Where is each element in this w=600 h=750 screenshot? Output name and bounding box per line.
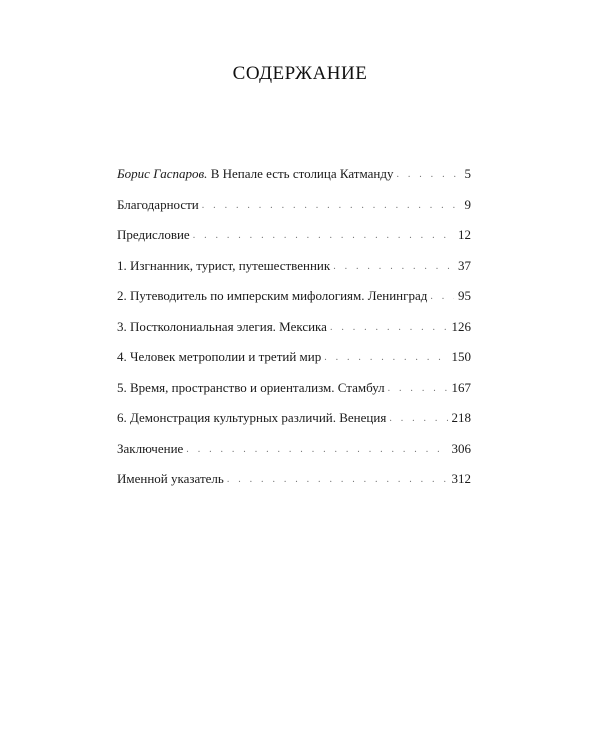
toc-entry-title: 3. Постколониальная элегия. Мексика <box>117 318 327 334</box>
toc-entry-text <box>117 166 393 182</box>
toc-entry-page: 167 <box>451 379 471 395</box>
toc-entry-title: Заключение <box>117 440 184 456</box>
toc-entry-title: 6. Демонстрация культурных различий. Венеция <box>117 410 387 425</box>
dot-leader <box>396 169 460 180</box>
toc-entry <box>117 227 471 258</box>
dot-leader <box>333 261 454 272</box>
toc-entry <box>117 258 471 289</box>
dot-leader <box>430 291 454 302</box>
toc-entry-page: 306 <box>451 440 471 456</box>
dot-leader <box>389 413 447 424</box>
table-of-contents <box>117 166 471 502</box>
toc-entry-title: В Непале есть столица Катманду <box>207 166 394 181</box>
toc-entry-title: 5. Время, пространство и ориентализм. Стамбул <box>117 379 385 395</box>
dot-leader <box>202 200 461 211</box>
toc-entry <box>117 197 471 228</box>
toc-entry-page: 95 <box>458 288 471 303</box>
toc-entry-page: 12 <box>458 227 471 242</box>
toc-entry-page: 218 <box>451 410 471 425</box>
toc-entry <box>117 410 471 441</box>
dot-leader <box>324 352 447 363</box>
toc-entry <box>117 441 471 472</box>
toc-entry-title: 1. Изгнанник, турист, путешественник <box>117 257 331 273</box>
toc-entry-author: Борис Гаспаров. <box>117 166 208 181</box>
dot-leader <box>388 383 448 394</box>
toc-entry-page: 126 <box>451 318 471 334</box>
toc-entry <box>117 319 471 350</box>
toc-entry <box>117 471 471 502</box>
toc-entry-page: 9 <box>464 196 471 212</box>
toc-entry <box>117 349 471 380</box>
toc-entry-page: 5 <box>464 166 471 181</box>
dot-leader <box>330 322 448 333</box>
dot-leader <box>186 444 447 455</box>
toc-entry-page: 37 <box>458 257 471 273</box>
toc-entry <box>117 380 471 411</box>
toc-entry-title: 2. Путеводитель по имперским мифологиям. Ленинград <box>117 288 428 303</box>
toc-entry-title: 4. Человек метрополии и третий мир <box>117 349 322 364</box>
toc-entry-page: 150 <box>451 349 471 364</box>
toc-entry-title: Предисловие <box>117 227 190 242</box>
page-title: СОДЕРЖАНИЕ <box>232 63 368 84</box>
toc-entry-page: 312 <box>451 471 471 486</box>
toc-entry <box>117 288 471 319</box>
toc-entry-title: Благодарности <box>117 196 199 212</box>
dot-leader <box>227 474 448 485</box>
dot-leader <box>193 230 454 241</box>
toc-entry-title: Именной указатель <box>117 471 224 486</box>
toc-entry <box>117 166 471 197</box>
